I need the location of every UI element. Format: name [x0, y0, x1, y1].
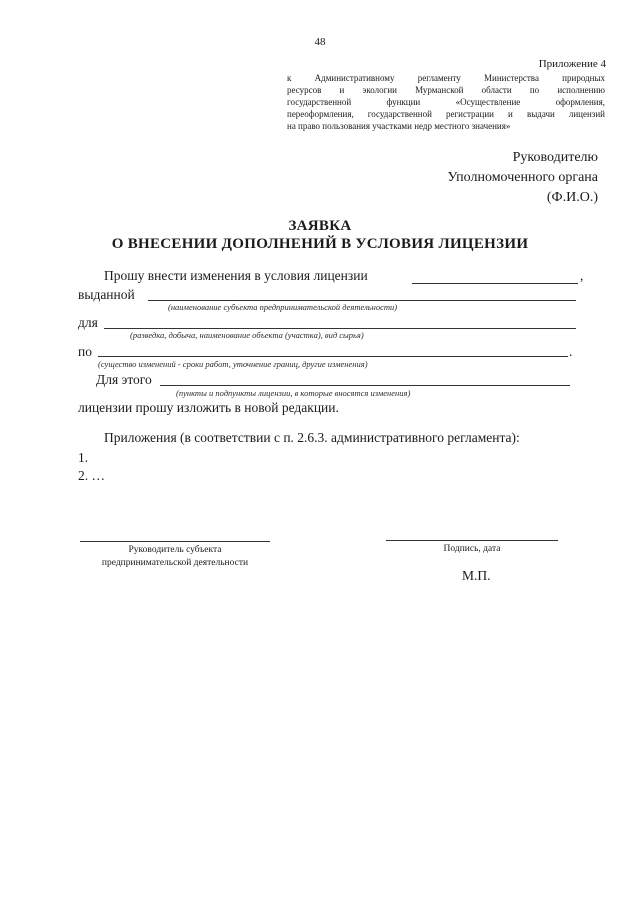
- appendix-line: переоформления, государственной регистрации и выдачи лицензий: [287, 109, 605, 119]
- document-subtitle: О ВНЕСЕНИИ ДОПОЛНЕНИЙ В УСЛОВИЯ ЛИЦЕНЗИИ: [111, 236, 529, 252]
- head-caption-line: Руководитель субъекта: [128, 545, 222, 555]
- addressee-line: Руководителю: [512, 150, 598, 165]
- thus-hint: (пункты и подпункты лицензии, в которые вносятся изменения): [176, 388, 411, 398]
- appendix-line: к Административному регламенту Министерства природных: [287, 73, 605, 83]
- thus-label: Для этого: [96, 372, 152, 387]
- page-number: 48: [314, 36, 326, 48]
- head-caption-line: предпринимательской деятельности: [101, 558, 249, 568]
- document-title: ЗАЯВКА: [288, 218, 352, 234]
- head-signature-line[interactable]: [80, 541, 270, 542]
- purpose-field[interactable]: [104, 328, 576, 329]
- issued-label: выданной: [78, 287, 135, 302]
- by-period: .: [569, 344, 573, 359]
- addressee-line: (Ф.И.О.): [546, 190, 598, 205]
- issued-to-field[interactable]: [148, 300, 576, 301]
- signature-date-caption: Подпись, дата: [443, 544, 501, 554]
- signature-date-line[interactable]: [386, 540, 558, 541]
- changes-field[interactable]: [98, 356, 568, 357]
- appendix-line: ресурсов и экологии Мурманской области по исполнению: [287, 85, 605, 95]
- attachment-item: 1.: [78, 450, 89, 465]
- issued-hint: (наименование субъекта предпринимательской деятельности): [168, 302, 398, 312]
- attachments-intro: Приложения (в соответствии с п. 2.6.3. административного регламента):: [104, 430, 520, 445]
- request-comma: ,: [580, 268, 584, 283]
- attachment-item: 2. …: [78, 468, 105, 483]
- by-hint: (существо изменений - сроки работ, уточнение границ, другие изменения): [98, 359, 368, 369]
- appendix-line: государственной функции «Осуществление оформления,: [287, 97, 605, 107]
- stamp-label: М.П.: [462, 568, 491, 583]
- license-number-field[interactable]: [412, 283, 578, 284]
- appendix-title: Приложение 4: [538, 58, 606, 70]
- appendix-line: на право пользования участками недр местного значения»: [287, 121, 511, 131]
- addressee-line: Уполномоченного органа: [447, 170, 598, 185]
- for-label: для: [78, 315, 98, 330]
- by-label: по: [78, 344, 92, 359]
- appendix-reference: [287, 72, 605, 132]
- request-text: Прошу внести изменения в условия лицензии: [104, 268, 368, 283]
- addressee-block: [448, 148, 599, 208]
- thus-tail: лицензии прошу изложить в новой редакции.: [78, 400, 339, 415]
- license-items-field[interactable]: [160, 385, 570, 386]
- for-hint: (разведка, добыча, наименование объекта (участка), вид сырья): [130, 330, 364, 340]
